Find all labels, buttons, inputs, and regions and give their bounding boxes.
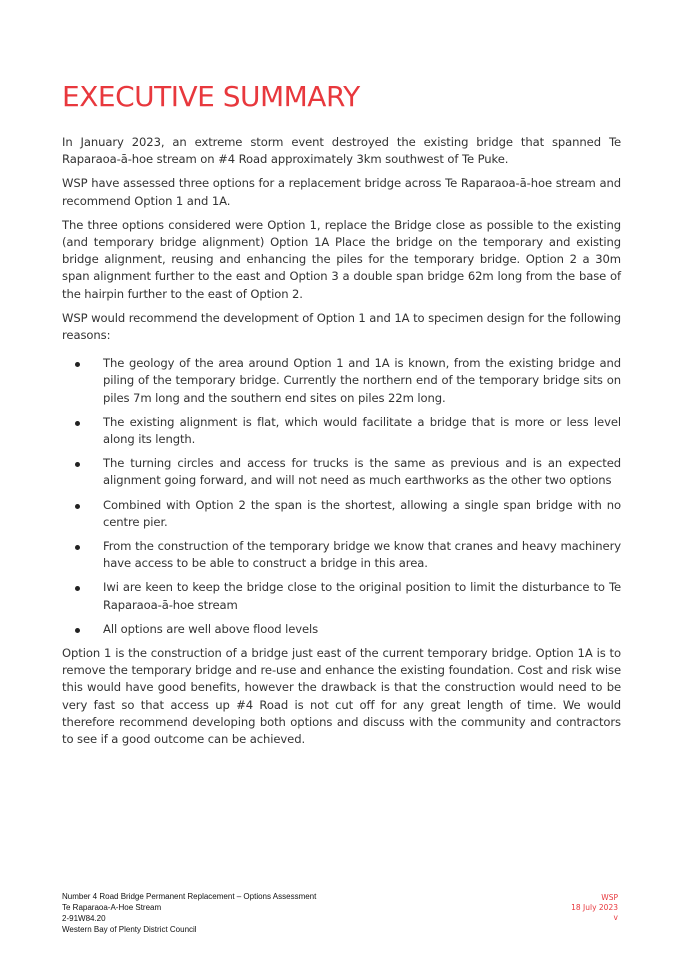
reason-item [62,538,621,572]
reason-text: From the construction of the temporary bridge we know that cranes and heavy machinery have access to be able to construct a bridge in this area. [103,539,621,571]
bullet-icon [75,628,80,633]
reason-text: The existing alignment is flat, which would facilitate a bridge that is more or less level along its length. [103,414,621,447]
conclusion-paragraph: Option 1 is the construction of a bridge just east of the current temporary bridge. Option 1A is to remove the temporary bridge and re-use and enhance the existing foundation. Cost and risk wise this would have good benefits, however the drawback is that the construction would need to be very fast so that access up #4 Road is not cut off for any great length of time. We would therefore recommend developing both options and discuss with the community and contractors to see if a good outcome can be achieved. [62,646,621,747]
bullet-icon [75,362,80,367]
reason-text: Iwi are keen to keep the bridge close to the original position to limit the disturbance to Te Raparaoa-ā-hoe stream [103,580,621,612]
reason-text: All options are well above flood levels [103,621,319,636]
footer-project-number: 2-91W84.20 [62,914,106,923]
reason-item [62,455,621,489]
bullet-icon [75,421,80,426]
bullet-icon [75,462,80,467]
reason-text: Combined with Option 2 the span is the shortest, allowing a single span bridge with no centre pier. [103,497,621,529]
reason-item [62,355,621,407]
intro-paragraph: In January 2023, an extreme storm event destroyed the existing bridge that spanned Te Raparaoa-ā-hoe stream on #4 Road approximately 3km southwest of Te Puke. [62,135,621,167]
reason-item [62,497,621,531]
reason-text: The geology of the area around Option 1 and 1A is known, from the existing bridge and piling of the temporary bridge. Currently the northern end of the temporary bridge sits on piles 7m long and the southern end sites on piles 22m long. [103,356,621,405]
footer-project-title: Number 4 Road Bridge Permanent Replacement – Options Assessment [62,892,317,901]
reason-text: The turning circles and access for trucks is the same as previous and is an expected alignment going forward, and will not need as much earthworks as the other two options [103,456,621,488]
bullet-icon [75,545,80,550]
footer-page-number: v [613,913,618,922]
recommendation-paragraph: WSP would recommend the development of Option 1 and 1A to specimen design for the following reasons: [62,310,622,343]
assessment-paragraph: WSP have assessed three options for a replacement bridge across Te Raparaoa-ā-hoe stream and recommend Option 1 and 1A. [62,176,621,208]
footer-client: Western Bay of Plenty District Council [62,925,197,934]
bullet-icon [75,504,80,509]
footer-date: 18 July 2023 [571,903,618,912]
reason-item [62,414,621,448]
body-content [62,134,621,755]
page-title: EXECUTIVE SUMMARY [62,80,360,113]
bullet-icon [75,586,80,591]
footer-stream-name: Te Raparaoa-A-Hoe Stream [62,903,162,912]
footer-meta [571,893,618,923]
reason-item [62,579,621,613]
reasons-list [62,355,621,638]
options-paragraph: The three options considered were Option 1, replace the Bridge close as possible to the existing (and temporary bridge alignment) Option 1A Place the bridge on the temporary and existing bridge alignment, reusing and enhancing the piles for the temporary bridge. Option 2 a 30m span alignment further to the east and Option 3 a double span bridge 62m long from the base of the hairpin further to the east of Option 2. [62,217,621,301]
footer-document-info [62,891,316,935]
footer-company: WSP [601,893,618,902]
reason-item [62,621,621,638]
